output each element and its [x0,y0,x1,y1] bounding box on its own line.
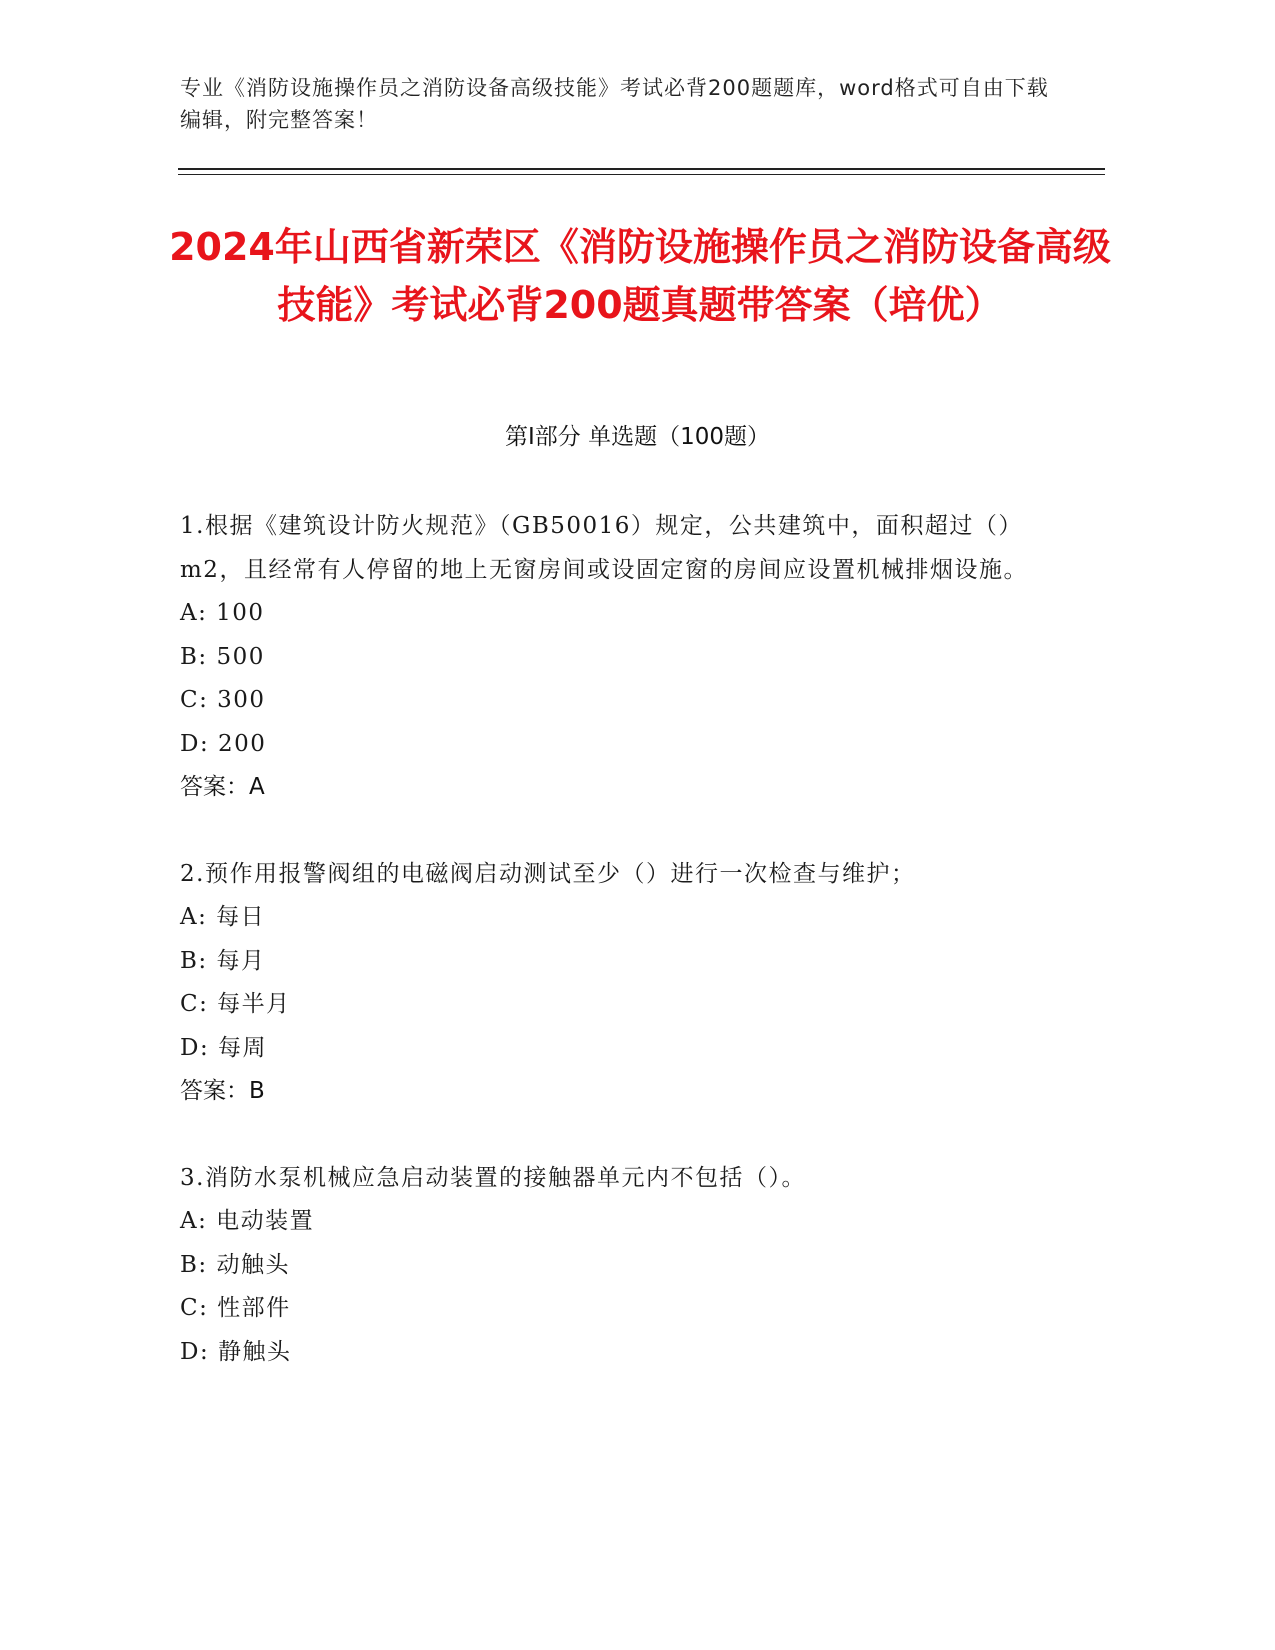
option-d: D: 每周 [180,1034,268,1061]
option-b: B: 每月 [180,947,266,974]
option-a: A: 100 [180,600,265,626]
section-heading: 第I部分 单选题（100题） [505,424,770,450]
answer: 答案：A [180,774,265,800]
option-c: C: 性部件 [180,1295,291,1321]
option-b: B: 动触头 [180,1251,290,1278]
option-a: A: 电动装置 [180,1208,315,1234]
question-3 [180,1157,1060,1375]
option-c: C: 每半月 [180,991,291,1017]
question-1 [180,505,1060,810]
header-note: 专业《消防设施操作员之消防设备高级技能》考试必背200题题库，word格式可自由下载编辑，附完整答案！ [180,76,1049,132]
option-c: C: 300 [180,687,266,713]
question-list [180,505,1060,1417]
option-d: D: 静触头 [180,1338,292,1365]
question-stem: 3.消防水泵机械应急启动装置的接触器单元内不包括（）。 [180,1164,806,1191]
question-2 [180,853,1060,1114]
document-title: 2024年山西省新荣区《消防设施操作员之消防设备高级技能》考试必背200题真题带答案（培优） [169,225,1111,327]
question-stem: 1.根据《建筑设计防火规范》（GB50016）规定，公共建筑中，面积超过（）m2，且经常有人停留的地上无窗房间或设固定窗的房间应设置机械排烟设施。 [180,513,1028,583]
option-d: D: 200 [180,730,267,757]
option-a: A: 每日 [180,904,266,930]
answer: 答案：B [180,1078,265,1104]
header-divider-thin [178,174,1105,175]
header-divider-thick [178,168,1105,170]
option-b: B: 500 [180,643,265,670]
question-stem: 2.预作用报警阀组的电磁阀启动测试至少（）进行一次检查与维护； [180,860,916,887]
